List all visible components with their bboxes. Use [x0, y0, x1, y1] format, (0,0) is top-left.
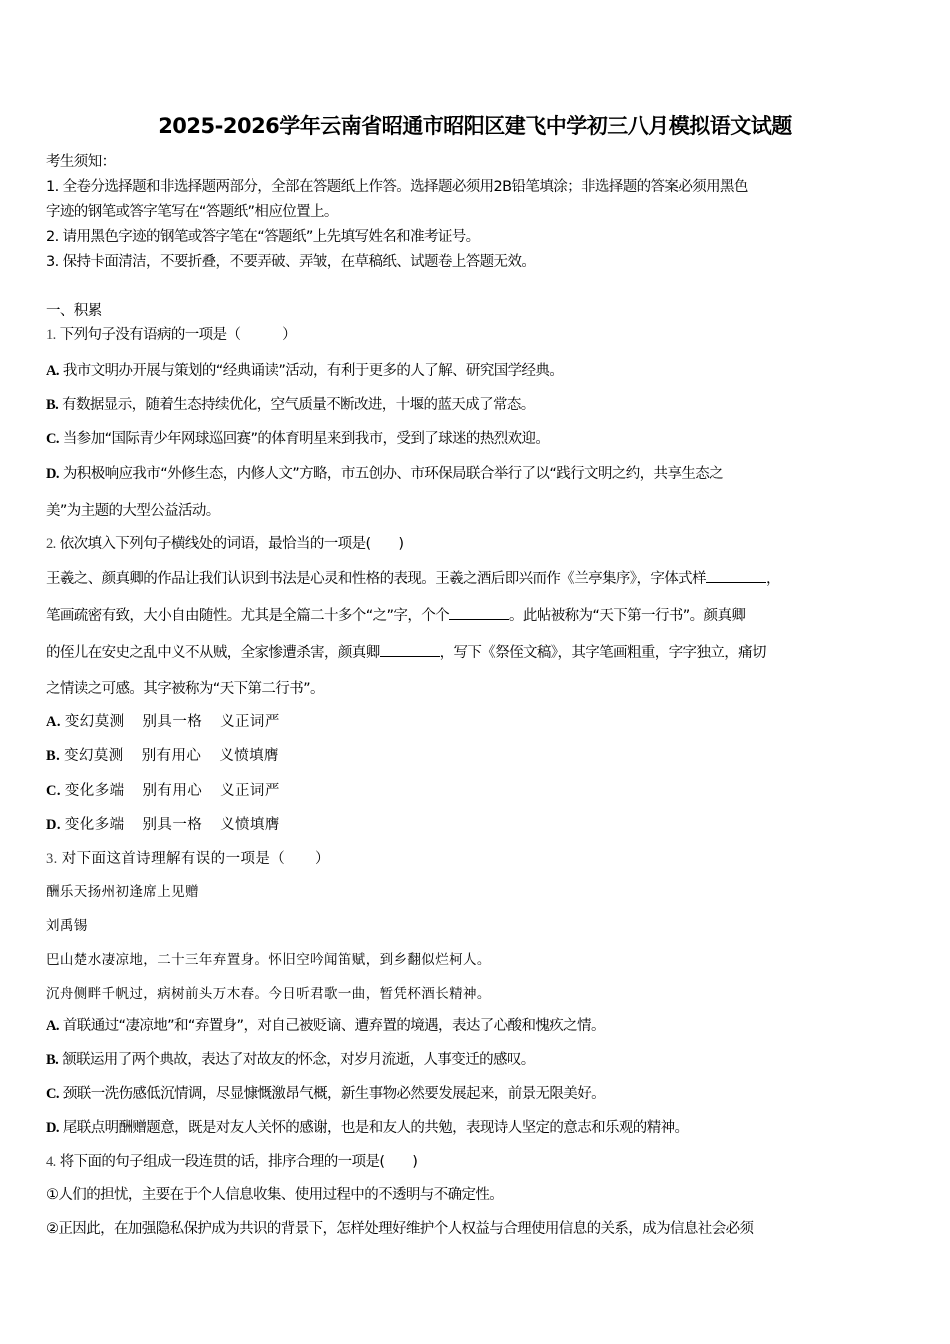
- question-number: 1.: [46, 327, 56, 343]
- q4-sentence-2: ②正因此，在加强隐私保护成为共识的背景下，怎样处理好维护个人权益与合理使用信息的关系，成为信息社会必须: [46, 1221, 754, 1237]
- question-stem: 下列句子没有语病的一项是（ ）: [59, 327, 296, 343]
- fill-blank-2: [449, 605, 509, 620]
- poem-author: 刘禹锡: [46, 918, 88, 934]
- question-1: [46, 325, 296, 345]
- q1-option-c: C. 当参加“国际青少年网球巡回赛”的体育明星来到我市，受到了球迷的热烈欢迎。: [46, 431, 550, 447]
- q2-passage-line-4: 之情读之可感。其字被称为“天下第二行书”。: [46, 681, 324, 697]
- fill-blank-3: [380, 642, 440, 657]
- q2-passage-line-3: 的侄儿在安史之乱中义不从贼，全家惨遭杀害，颜真卿 ，写下《祭侄文稿》，其字笔画粗重，字字独立，痛切: [46, 642, 766, 663]
- question-2: 2. 依次填入下列句子横线处的词语，最恰当的一项是( ): [46, 536, 404, 552]
- question-3: 3. 对下面这首诗理解有误的一项是（ ）: [46, 851, 330, 867]
- q3-option-d: D. 尾联点明酬赠题意，既是对友人关怀的感谢，也是和友人的共勉，表现诗人坚定的意志和乐观的精神。: [46, 1120, 689, 1136]
- poem-line-2: 沉舟侧畔千帆过，病树前头万木春。今日听君歌一曲，暂凭杯酒长精神。: [46, 986, 491, 1002]
- q3-option-c: C. 颈联一洗伤感低沉情调，尽显慷慨激昂气概，新生事物必然要发展起来，前景无限美好。: [46, 1086, 606, 1102]
- q1-option-d: D. 为积极响应我市“外修生态，内修人文”方略，市五创办、市环保局联合举行了以“践行文明之约，共享生态之: [46, 466, 724, 482]
- q1-option-d-cont: 美”为主题的大型公益活动。: [46, 503, 220, 519]
- q2-option-d: D. 变化多端 别具一格 义愤填膺: [46, 817, 280, 833]
- notice-item-3: 3. 保持卡面清洁，不要折叠，不要弄破、弄皱，在草稿纸、试题卷上答题无效。: [46, 254, 536, 270]
- exam-title: 2025-2026学年云南省昭通市昭阳区建飞中学初三八月模拟语文试题: [158, 114, 792, 138]
- q2-passage-line-2: 笔画疏密有致，大小自由随性。尤其是全篇二十多个“之”字，个个 。此帖被称为“天下第一行书”。颜真卿: [46, 605, 745, 626]
- q1-option-b: B. 有数据显示，随着生态持续优化，空气质量不断改进，十堰的蓝天成了常态。: [46, 397, 535, 413]
- poem-title: 酬乐天扬州初逢席上见赠: [46, 884, 199, 900]
- q2-option-c: C. 变化多端 别有用心 义正词严: [46, 783, 280, 799]
- notice-item-1: 1. 全卷分选择题和非选择题两部分，全部在答题纸上作答。选择题必须用2B铅笔填涂；非选择题的答案必须用黑色: [46, 179, 748, 195]
- q2-option-b: B. 变幻莫测 别有用心 义愤填膺: [46, 748, 279, 764]
- q1-option-a: A. 我市文明办开展与策划的“经典诵读”活动，有利于更多的人了解、研究国学经典。: [46, 363, 564, 379]
- section-heading: 一、积累: [46, 303, 102, 319]
- notice-item-1-cont: 字迹的钢笔或答字笔写在“答题纸”相应位置上。: [46, 204, 338, 220]
- q2-passage-line-1: 王羲之、颜真卿的作品让我们认识到书法是心灵和性格的表现。王羲之酒后即兴而作《兰亭集序》，字体式样 ，: [46, 568, 780, 589]
- notice-heading: 考生须知：: [46, 154, 116, 170]
- fill-blank-1: [706, 568, 766, 583]
- q3-option-a: A. 首联通过“凄凉地”和“弃置身”，对自己被贬谪、遭弃置的境遇，表达了心酸和愧疚之情。: [46, 1018, 605, 1034]
- q3-option-b: B. 颔联运用了两个典故，表达了对故友的怀念，对岁月流逝，人事变迁的感叹。: [46, 1052, 535, 1068]
- poem-line-1: 巴山楚水凄凉地，二十三年弃置身。怀旧空吟闻笛赋，到乡翻似烂柯人。: [46, 952, 491, 968]
- q4-sentence-1: ①人们的担忧，主要在于个人信息收集、使用过程中的不透明与不确定性。: [46, 1187, 504, 1203]
- notice-item-2: 2. 请用黑色字迹的钢笔或答字笔在“答题纸”上先填写姓名和准考证号。: [46, 229, 480, 245]
- question-4: 4. 将下面的句子组成一段连贯的话，排序合理的一项是( ): [46, 1154, 418, 1170]
- q2-option-a: A. 变幻莫测 别具一格 义正词严: [46, 714, 280, 730]
